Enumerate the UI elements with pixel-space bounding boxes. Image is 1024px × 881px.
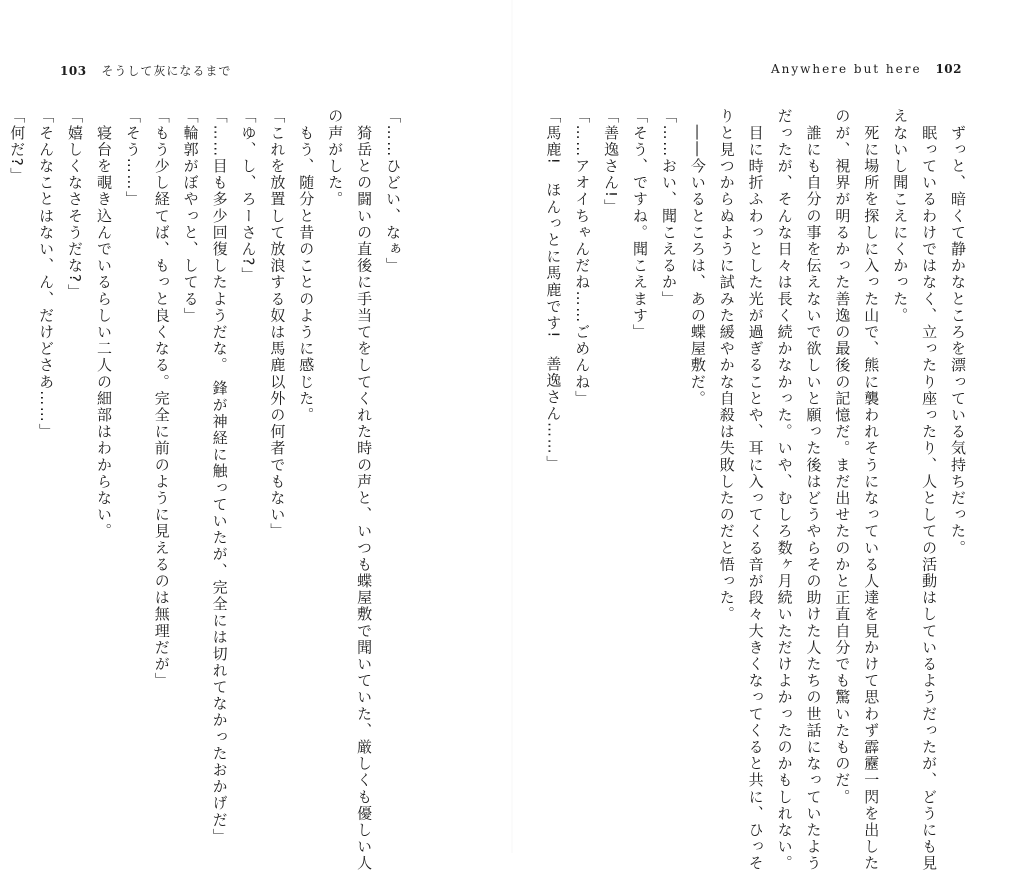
text-line: 「……目も多少回復したようだな。 鋒が神経に触っていたが、完全には切れてなかったおかげだ」	[210, 108, 229, 845]
text-line: 「そんなことはない、ん、だけどさあ……」	[37, 108, 56, 440]
text-line: ずっと、暗くて静かなところを漂っている気持ちだった。	[949, 108, 967, 557]
text-line: 眠っているわけではなく、立ったり座ったり、人としての活動はしているようだったが、どうにも見	[920, 108, 939, 872]
right-page-number: 102	[935, 62, 962, 76]
text-line: 「そう……」	[123, 108, 142, 208]
text-line: 「……おい、聞こえるか」	[659, 108, 678, 308]
text-line: 寝台を覗き込んでいるらしい二人の細部はわからない。	[94, 108, 113, 540]
text-line: 「輪郭がぼやっと、してる」	[181, 108, 200, 324]
text-line: 「……アオイちゃんだね……ごめんね」	[573, 108, 592, 407]
text-line: りと見つからぬように試みた緩やかな自殺は失敗したのだと悟った。	[717, 108, 736, 623]
left-page-text	[8, 108, 407, 872]
text-line: 「これを放置して放浪する奴は馬鹿以外の何者でもない」	[268, 108, 287, 540]
text-line: 猗岳との闘いの直後に手当てをしてくれた時の声と、いつも蝶屋敷で聞いていた、厳しくも優しい人	[355, 108, 374, 872]
left-page-header	[60, 62, 231, 79]
text-line: 死に場所を探しに入った山で、熊に襲われそうになっている人達を見かけて思わず霹靂一閃を出した	[862, 108, 881, 872]
text-line: の声がした。	[326, 108, 345, 208]
text-line: だったが、そんな日々は長く続かなかった。いや、むしろ数ヶ月続いただけよかったのかもしれない。	[775, 108, 794, 872]
right-page-header	[771, 62, 962, 76]
text-line: 「善逸さん!」	[602, 108, 621, 216]
text-line: 目に時折ふわっとした光が過ぎることや、耳に入ってくる音が段々大きくなってくると共に、ひっそ	[746, 108, 765, 872]
right-running-title: Anywhere but here	[770, 62, 922, 76]
left-page-number: 103	[60, 64, 87, 78]
text-line	[0, 108, 2, 798]
text-line: 「何だ?」	[8, 108, 27, 184]
text-line: 「嬉しくなさそうだな?」	[66, 108, 85, 301]
left-running-title: そうして灰になるまで	[101, 64, 232, 78]
text-line: ――今いるところは、あの蝶屋敷だ。	[688, 108, 707, 407]
text-line: のが、視界が明るかった善逸の最後の記憶だ。まだ出せたのかと正直自分でも驚いたものだ。	[833, 108, 852, 806]
text-line: 「もう少し経てば、もっと良くなる。完全に前のように見えるのは無理だが」	[152, 108, 171, 689]
text-line: 「……ひどい、なぁ」	[384, 108, 402, 274]
text-line: 「ゆ、し、ろーさん?」	[239, 108, 258, 284]
text-line: 誰にも自分の事を伝えないで欲しいと願った後はどうやらその助けた人たちの世話になっていたよう	[804, 108, 823, 872]
text-line: もう、随分と昔のことのように感じた。	[297, 108, 316, 424]
text-line: えないし聞こえにくかった。	[891, 108, 910, 324]
right-page-text	[544, 108, 972, 872]
text-line: 「そう、ですね。聞こえます」	[631, 108, 650, 341]
page-gutter	[511, 0, 513, 853]
text-line: 「馬鹿! ほんっとに馬鹿です! 善逸さん……」	[544, 108, 563, 472]
